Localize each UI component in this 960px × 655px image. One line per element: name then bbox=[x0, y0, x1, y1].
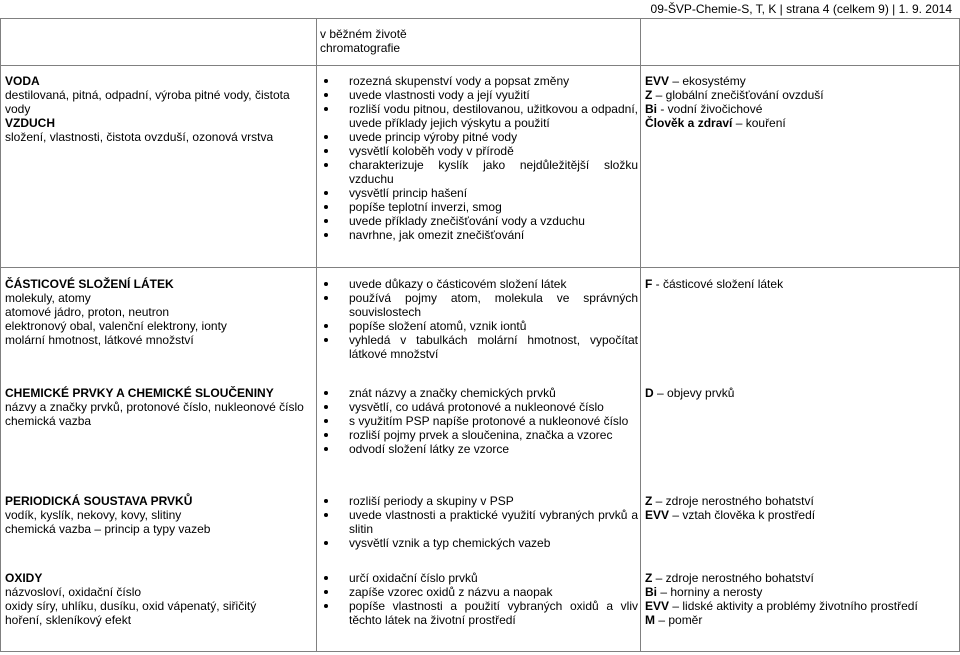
text-line: v běžném životě bbox=[320, 27, 407, 41]
crosslink-abbr: Z bbox=[645, 571, 653, 585]
list-item: určí oxidační číslo prvků bbox=[320, 571, 638, 585]
list-item: vyhledá v tabulkách molární hmotnost, vypočítat látkové množství bbox=[320, 333, 638, 361]
topic-detail: oxidy síry, uhlíku, dusíku, oxid vápenatý, siřičitý bbox=[5, 599, 257, 613]
crosslink-line bbox=[645, 88, 957, 102]
table-border-left bbox=[0, 18, 1, 652]
list-item: vysvětlí, co udává protonové a nukleonové číslo bbox=[320, 400, 638, 414]
crosslink-line bbox=[645, 585, 957, 599]
row-2-outcomes bbox=[320, 277, 638, 361]
topic-heading: VODA bbox=[5, 74, 40, 88]
list-item: používá pojmy atom, molekula ve správných souvislostech bbox=[320, 291, 638, 319]
topic-detail: chemická vazba bbox=[5, 414, 92, 428]
list-item: s využitím PSP napíše protonové a nukleonové číslo bbox=[320, 414, 638, 428]
crosslink-abbr: M bbox=[645, 613, 655, 627]
column-divider bbox=[640, 18, 641, 652]
topic-detail: molekuly, atomy bbox=[5, 291, 91, 305]
row-3-crosslinks bbox=[645, 386, 957, 400]
crosslink-abbr: Člověk a zdraví bbox=[645, 116, 733, 130]
crosslink-text: – kouření bbox=[732, 116, 786, 130]
row-2-content bbox=[5, 277, 315, 347]
row-5-outcomes bbox=[320, 571, 638, 627]
crosslink-text: – zdroje nerostného bohatství bbox=[652, 571, 814, 585]
crosslink-line bbox=[645, 613, 957, 627]
crosslink-abbr: EVV bbox=[645, 508, 670, 522]
row-4-crosslinks bbox=[645, 494, 957, 522]
row-divider bbox=[0, 65, 960, 66]
crosslink-line bbox=[645, 508, 957, 522]
topic-detail: destilovaná, pitná, odpadní, výroba pitné vody, čistota vody bbox=[5, 88, 290, 116]
crosslink-text: – horniny a nerosty bbox=[657, 585, 763, 599]
list-item: uvede vlastnosti a praktické využití vybraných prvků a slitin bbox=[320, 508, 638, 536]
list-item: popíše složení atomů, vznik iontů bbox=[320, 319, 638, 333]
topic-heading: VZDUCH bbox=[5, 116, 55, 130]
topic-heading: OXIDY bbox=[5, 571, 43, 585]
crosslink-abbr: Z bbox=[645, 88, 653, 102]
list-item: rozliší vodu pitnou, destilovanou, užitkovou a odpadní, uvede příklady jejich výskytu a použití bbox=[320, 102, 638, 130]
column-divider bbox=[316, 18, 317, 652]
list-item: charakterizuje kyslík jako nejdůležitější složku vzduchu bbox=[320, 158, 638, 186]
topic-detail: vodík, kyslík, nekovy, kovy, slitiny bbox=[5, 508, 182, 522]
list-item: rozliší periody a skupiny v PSP bbox=[320, 494, 638, 508]
list-item: uvede důkazy o částicovém složení látek bbox=[320, 277, 638, 291]
list-item: vysvětlí koloběh vody v přírodě bbox=[320, 144, 638, 158]
table-border-top bbox=[0, 18, 960, 19]
list-item: rozliší pojmy prvek a sloučenina, značka a vzorec bbox=[320, 428, 638, 442]
crosslink-abbr: EVV bbox=[645, 74, 670, 88]
list-item: uvede princip výroby pitné vody bbox=[320, 130, 638, 144]
list-item: uvede příklady znečišťování vody a vzduchu bbox=[320, 214, 638, 228]
crosslink-line bbox=[645, 599, 957, 613]
list-item: uvede vlastnosti vody a její využití bbox=[320, 88, 638, 102]
crosslink-abbr: F bbox=[645, 277, 653, 291]
list-item: odvodí složení látky ze vzorce bbox=[320, 442, 638, 456]
crosslink-text: – zdroje nerostného bohatství bbox=[652, 494, 814, 508]
list-item: zapíše vzorec oxidů z názvu a naopak bbox=[320, 585, 638, 599]
crosslink-text: - částicové složení látek bbox=[652, 277, 784, 291]
row-5-content bbox=[5, 571, 315, 627]
row-0-outcomes bbox=[320, 27, 638, 55]
row-3-content bbox=[5, 386, 315, 428]
table-border-bottom bbox=[0, 651, 960, 652]
topic-detail: hoření, skleníkový efekt bbox=[5, 613, 132, 627]
topic-detail: molární hmotnost, látkové množství bbox=[5, 333, 194, 347]
page-header: 09-ŠVP-Chemie-S, T, K | strana 4 (celkem 9) | 1. 9. 2014 bbox=[650, 2, 952, 16]
crosslink-text: – objevy prvků bbox=[653, 386, 735, 400]
topic-heading: PERIODICKÁ SOUSTAVA PRVKŮ bbox=[5, 494, 193, 508]
crosslink-line bbox=[645, 102, 957, 116]
row-3-outcomes bbox=[320, 386, 638, 456]
row-1-crosslinks bbox=[645, 74, 957, 130]
crosslink-text: – poměr bbox=[655, 613, 703, 627]
list-item: vysvětlí vznik a typ chemických vazeb bbox=[320, 536, 638, 550]
topic-detail: atomové jádro, proton, neutron bbox=[5, 305, 170, 319]
topic-detail: názvosloví, oxidační číslo bbox=[5, 585, 142, 599]
crosslink-abbr: D bbox=[645, 386, 654, 400]
row-5-crosslinks bbox=[645, 571, 957, 627]
crosslink-line bbox=[645, 277, 957, 291]
list-item: popíše vlastnosti a použití vybraných oxidů a vliv těchto látek na životní prostředí bbox=[320, 599, 638, 627]
crosslink-line bbox=[645, 74, 957, 88]
row-1-content bbox=[5, 74, 315, 144]
crosslink-line bbox=[645, 386, 957, 400]
crosslink-abbr: Bi bbox=[645, 585, 657, 599]
crosslink-abbr: EVV bbox=[645, 599, 670, 613]
list-item: vysvětlí princip hašení bbox=[320, 186, 638, 200]
topic-detail: názvy a značky prvků, protonové číslo, nukleonové číslo bbox=[5, 400, 304, 414]
list-item: navrhne, jak omezit znečišťování bbox=[320, 228, 638, 242]
list-item: popíše teplotní inverzi, smog bbox=[320, 200, 638, 214]
crosslink-text: - vodní živočichové bbox=[657, 102, 763, 116]
topic-detail: elektronový obal, valenční elektrony, ionty bbox=[5, 319, 227, 333]
row-divider bbox=[0, 267, 960, 268]
row-2-crosslinks bbox=[645, 277, 957, 291]
crosslink-line bbox=[645, 116, 957, 130]
topic-detail: chemická vazba – princip a typy vazeb bbox=[5, 522, 211, 536]
crosslink-text: – ekosystémy bbox=[669, 74, 746, 88]
topic-heading: CHEMICKÉ PRVKY A CHEMICKÉ SLOUČENINY bbox=[5, 386, 274, 400]
row-1-outcomes bbox=[320, 74, 638, 242]
row-4-content bbox=[5, 494, 315, 536]
topic-detail: složení, vlastnosti, čistota ovzduší, ozonová vrstva bbox=[5, 130, 274, 144]
crosslink-line bbox=[645, 494, 957, 508]
topic-heading: ČÁSTICOVÉ SLOŽENÍ LÁTEK bbox=[5, 277, 174, 291]
row-4-outcomes bbox=[320, 494, 638, 550]
crosslink-text: – globální znečišťování ovzduší bbox=[652, 88, 824, 102]
crosslink-abbr: Bi bbox=[645, 102, 657, 116]
crosslink-text: – lidské aktivity a problémy životního prostředí bbox=[669, 599, 918, 613]
crosslink-text: – vztah člověka k prostředí bbox=[669, 508, 816, 522]
list-item: znát názvy a značky chemických prvků bbox=[320, 386, 638, 400]
curriculum-table bbox=[0, 18, 960, 652]
text-line: chromatografie bbox=[320, 41, 401, 55]
crosslink-line bbox=[645, 571, 957, 585]
list-item: rozezná skupenství vody a popsat změny bbox=[320, 74, 638, 88]
crosslink-abbr: Z bbox=[645, 494, 653, 508]
